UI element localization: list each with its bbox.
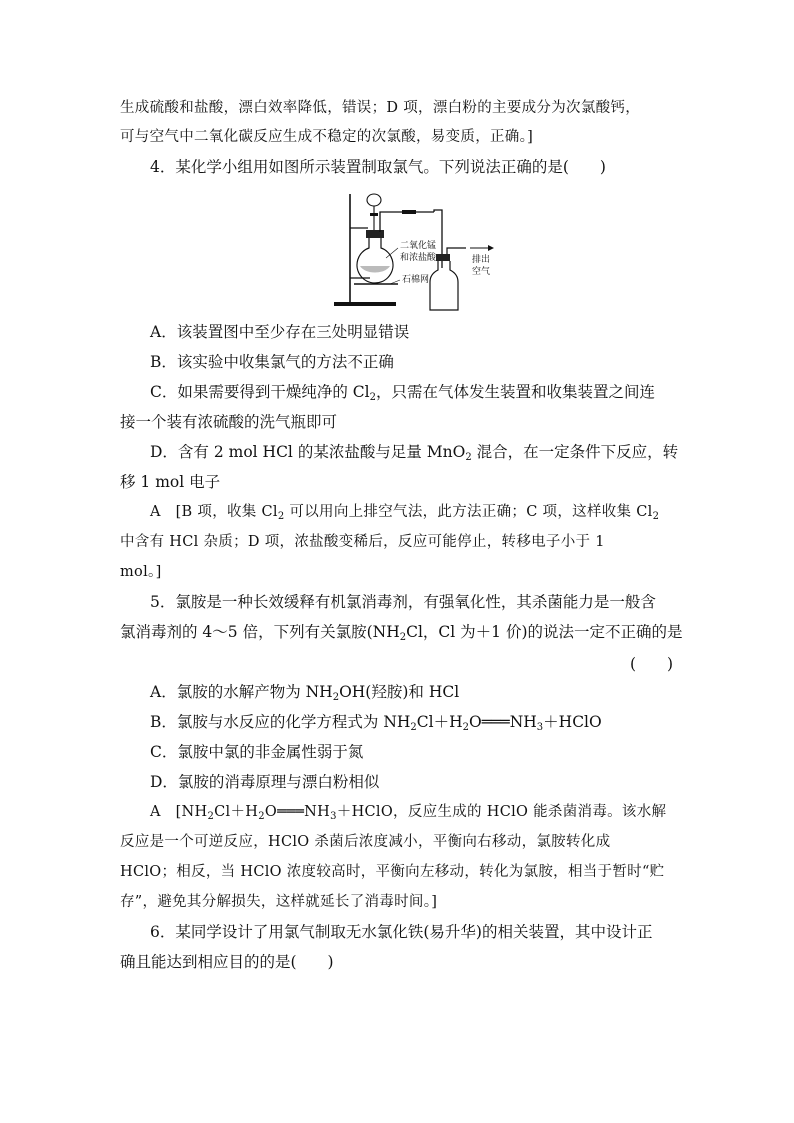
label-reagent-2: 和浓盐酸 — [400, 253, 437, 263]
flask-stopper — [366, 230, 384, 238]
question-4-explanation-line-1: A [B 项，收集 $Cl_2$ 可以用向上排空气法，此方法正确；C 项，这样收集 $Cl_2$ — [150, 504, 660, 522]
stand-base — [334, 302, 396, 306]
question-5-option-b: B．氯胺与水反应的化学方程式为 $NH_2Cl+H_2O═══NH_3+HClO$ — [150, 713, 602, 733]
question-4-option-d-line-2: 移 1 mol 电子 — [120, 473, 221, 491]
question-5-option-c: C．氯胺中氯的非金属性弱于氮 — [150, 743, 364, 761]
question-5-option-a: A．氯胺的水解产物为 $NH_2OH$(羟胺)和 HCl — [150, 683, 460, 703]
label-outlet-1: 排出 — [472, 255, 491, 265]
chlorine-apparatus-diagram — [330, 186, 500, 316]
question-5-explanation-line-4: 存”，避免其分解损失，这样就延长了消毒时间。] — [120, 894, 438, 910]
question-5-stem-line-1: 5．氯胺是一种长效缓释有机氯消毒剂，有强氧化性，其杀菌能力是一般含 — [150, 593, 656, 611]
separatory-funnel — [367, 194, 381, 206]
question-4-explanation-line-3: mol。] — [120, 564, 162, 580]
question-5-explanation-line-1: A [$NH_2Cl+H_2O═══NH_3+HClO$，反应生成的 HClO 能杀菌消毒。该水解 — [150, 804, 667, 822]
explanation-3-line-2: 可与空气中二氧化碳反应生成不稳定的次氯酸，易变质，正确。] — [120, 129, 534, 145]
question-4-option-b: B．该实验中收集氯气的方法不正确 — [150, 353, 394, 371]
funnel-stopcock — [370, 213, 378, 216]
question-5-answer-paren: ( ) — [630, 655, 674, 673]
label-reagent-1: 二氧化锰 — [400, 241, 437, 251]
question-4-option-c-line-2: 接一个装有浓硫酸的洗气瓶即可 — [120, 413, 338, 431]
label-gauze: 石棉网 — [402, 275, 430, 285]
question-4-option-d-line-1: D．含有 2 mol HCl 的某浓盐酸与足量 MnO$_2$ 混合，在一定条件下反应，转 — [150, 443, 679, 463]
question-6-stem-line-2: 确且能达到相应目的的是( ) — [120, 953, 334, 971]
question-4-option-c-line-1: C．如果需要得到干燥纯净的 $Cl_2$，只需在气体发生装置和收集装置之间连 — [150, 383, 655, 403]
question-5-stem-line-2: 氯消毒剂的 4～5 倍，下列有关氯胺($NH_2Cl$，Cl 为＋1 价)的说法一定不正确的是 — [120, 623, 683, 643]
explanation-3-line-1: 生成硫酸和盐酸，漂白效率降低，错误；D 项，漂白粉的主要成分为次氯酸钙， — [120, 100, 641, 116]
rubber-connector — [402, 210, 416, 214]
label-outlet-2: 空气 — [472, 267, 491, 277]
question-6-stem-line-1: 6．某同学设计了用氯气制取无水氯化铁(易升华)的相关装置，其中设计正 — [150, 923, 653, 941]
apparatus-figure — [330, 186, 500, 316]
collection-bottle — [430, 261, 458, 310]
bottle-stopper — [436, 254, 450, 261]
round-bottom-flask — [357, 238, 393, 283]
flask-liquid — [360, 266, 390, 273]
delivery-tube — [380, 212, 434, 232]
question-5-explanation-line-2: 反应是一个可逆反应，HClO 杀菌后浓度减小，平衡向右移动，氯胺转化成 — [120, 834, 611, 850]
outlet-tube — [447, 248, 466, 254]
question-4-explanation-line-2: 中含有 HCl 杂质；D 项，浓盐酸变稀后，反应可能停止，转移电子小于 1 — [120, 534, 605, 550]
question-5-option-d: D．氯胺的消毒原理与漂白粉相似 — [150, 773, 380, 791]
question-4-stem: 4．某化学小组用如图所示装置制取氯气。下列说法正确的是( ) — [150, 158, 606, 176]
question-4-option-a: A．该装置图中至少存在三处明显错误 — [150, 323, 410, 341]
question-5-explanation-line-3: HClO；相反，当 HClO 浓度较高时，平衡向左移动，转化为氯胺，相当于暂时“贮 — [120, 864, 665, 880]
